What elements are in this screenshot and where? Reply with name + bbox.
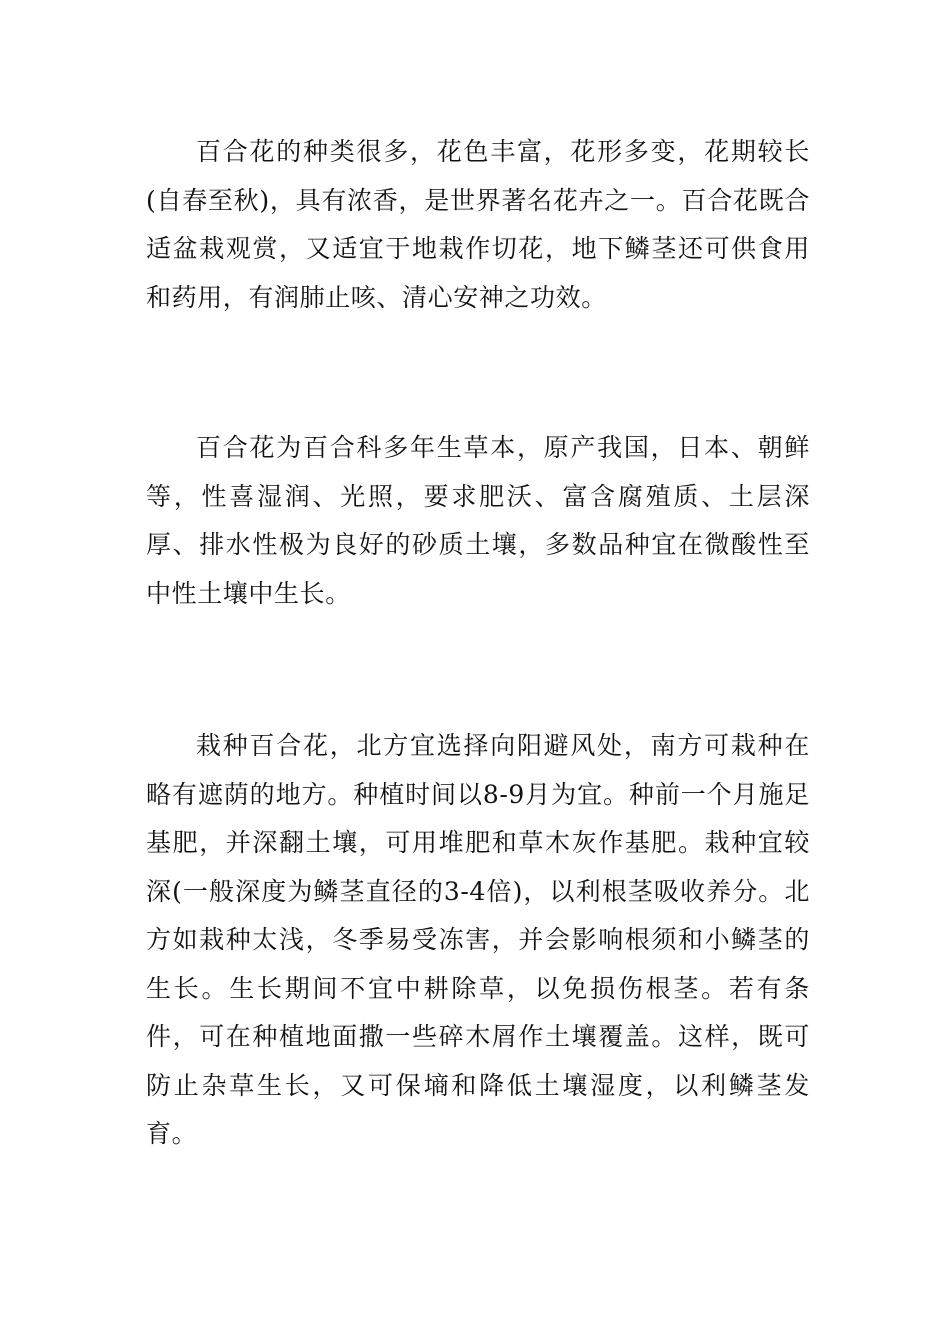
paragraph-lily-habit: 百合花为百合科多年生草本，原产我国，日本、朝鲜等，性喜湿润、光照，要求肥沃、富含腐殖质、土层深厚、排水性极为良好的砂质土壤，多数品种宜在微酸性至中性土壤中生长。 [146, 433, 810, 608]
paragraph-lily-planting: 栽种百合花，北方宜选择向阳避风处，南方可栽种在略有遮荫的地方。种植时间以8-9月为宜。种前一个月施足基肥，并深翻土壤，可用堆肥和草木灰作基肥。栽种宜较深(一般深度为鳞茎直径的3-4倍)，以利根茎吸收养分。北方如栽种太浅，冬季易受冻害，并会影响根须和小鳞茎的生长。生长期间不宜中耕除草，以免损伤根茎。若有条件，可在种植地面撒一些碎木屑作土壤覆盖。这样，既可防止杂草生长，又可保墒和降低土壤湿度，以利鳞茎发育。 [146, 731, 810, 1148]
paragraph-lily-overview: 百合花的种类很多，花色丰富，花形多变，花期较长(自春至秋)，具有浓香，是世界著名花卉之一。百合花既合适盆栽观赏，又适宜于地栽作切花，地下鳞茎还可供食用和药用，有润肺止咳、清心安神之功效。 [146, 137, 810, 312]
